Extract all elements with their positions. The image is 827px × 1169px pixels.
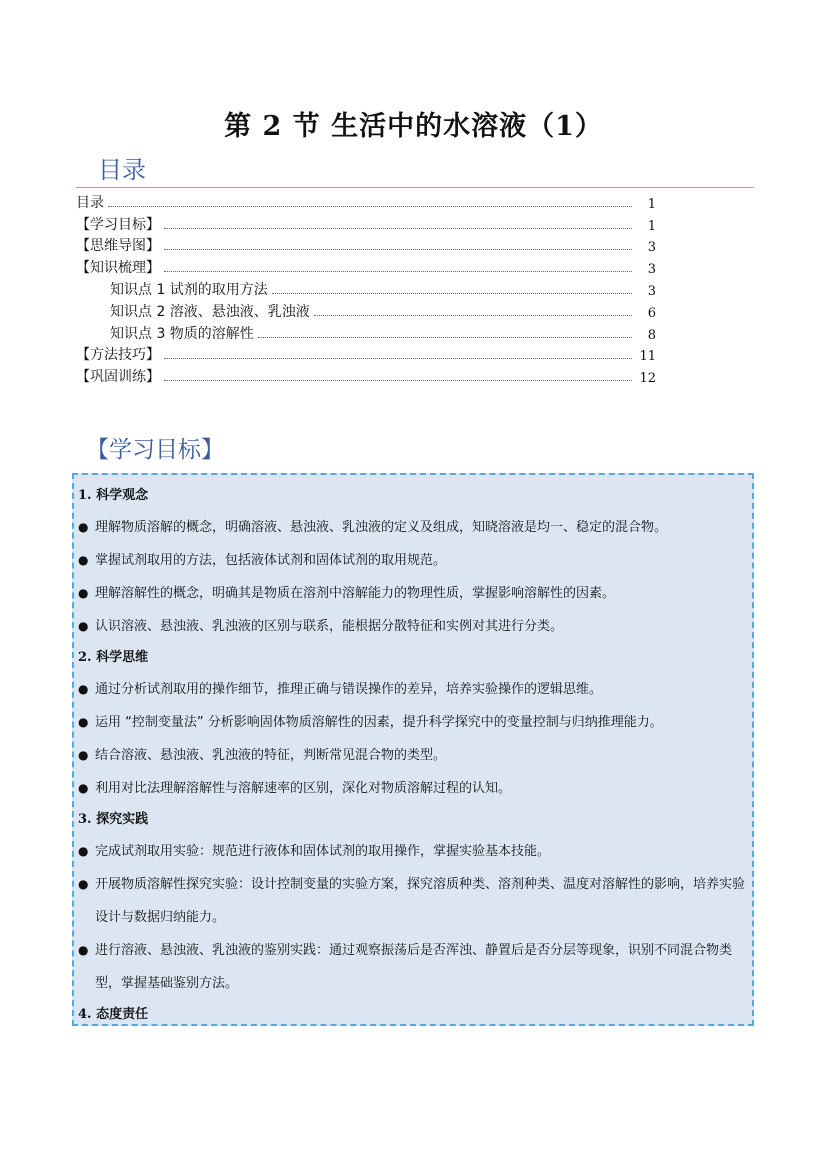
objective-category-title: 4. 态度责任 — [78, 1007, 149, 1022]
toc-entry-page: 11 — [639, 349, 656, 365]
toc-entry-label: 目录 — [76, 194, 104, 211]
bullet-icon: ● — [78, 619, 89, 633]
toc-leader-dots — [314, 315, 632, 316]
toc-entry[interactable] — [76, 364, 656, 386]
bullet-icon: ● — [78, 586, 89, 600]
objective-category-title: 3. 探究实践 — [78, 812, 149, 827]
objective-item — [78, 868, 746, 934]
toc-entry-page: 6 — [647, 305, 656, 321]
toc-leader-dots — [164, 358, 632, 359]
objective-text: 结合溶液、悬浊液、乳浊液的特征，判断常见混合物的类型。 — [95, 748, 447, 763]
objective-item — [78, 706, 746, 739]
toc-leader-dots — [164, 380, 632, 381]
toc-entry-label: 【思维导图】 — [76, 238, 160, 255]
objective-item — [78, 610, 746, 643]
objective-category-title: 1. 科学观念 — [78, 488, 149, 503]
objective-category-title: 2. 科学思维 — [78, 650, 149, 665]
bullet-icon: ● — [78, 520, 89, 534]
bullet-icon: ● — [78, 877, 89, 891]
toc-entry-label: 知识点 3 物质的溶解性 — [110, 325, 254, 342]
objective-text: 认识溶液、悬浊液、乳浊液的区别与联系，能根据分散特征和实例对其进行分类。 — [95, 619, 564, 634]
toc-entry[interactable] — [76, 212, 656, 234]
toc-entry[interactable] — [76, 277, 656, 299]
toc-entry-page: 3 — [647, 240, 656, 256]
objective-text: 理解物质溶解的概念，明确溶液、悬浊液、乳浊液的定义及组成，知晓溶液是均一、稳定的混合物。 — [95, 520, 668, 535]
table-of-contents — [76, 190, 656, 386]
toc-entry[interactable] — [76, 321, 656, 343]
objective-item — [78, 772, 746, 805]
toc-heading: 目录 — [98, 156, 146, 184]
objective-text: 开展物质溶解性探究实验：设计控制变量的实验方案，探究溶质种类、溶剂种类、温度对溶解性的影响，培养实验设计与数据归纳能力。 — [95, 877, 746, 925]
toc-entry[interactable] — [76, 190, 656, 212]
toc-leader-dots — [164, 228, 632, 229]
objective-item — [78, 835, 746, 868]
objective-text: 掌握试剂取用的方法，包括液体试剂和固体试剂的取用规范。 — [95, 553, 447, 568]
bullet-icon: ● — [78, 748, 89, 762]
document-title: 第 2 节 生活中的水溶液（1） — [224, 111, 603, 142]
toc-entry-page: 1 — [647, 218, 656, 234]
toc-leader-dots — [258, 337, 632, 338]
objective-item — [78, 673, 746, 706]
bullet-icon: ● — [78, 781, 89, 795]
toc-entry[interactable] — [76, 343, 656, 365]
objective-text: 进行溶液、悬浊液、乳浊液的鉴别实践：通过观察振荡后是否浑浊、静置后是否分层等现象，识别不同混合物类型，掌握基础鉴别方法。 — [95, 943, 733, 991]
toc-entry-page: 8 — [647, 327, 656, 343]
toc-leader-dots — [108, 206, 632, 207]
objective-item — [78, 511, 746, 544]
objective-text: 通过分析试剂取用的操作细节，推理正确与错误操作的差异，培养实验操作的逻辑思维。 — [95, 682, 603, 697]
toc-leader-dots — [272, 293, 632, 294]
objectives-box — [72, 473, 754, 1026]
section-heading: 【学习目标】 — [86, 437, 224, 463]
toc-leader-dots — [164, 249, 632, 250]
objective-text: 完成试剂取用实验：规范进行液体和固体试剂的取用操作，掌握实验基本技能。 — [95, 844, 551, 859]
toc-entry-label: 知识点 1 试剂的取用方法 — [110, 281, 268, 298]
toc-entry[interactable] — [76, 234, 656, 256]
toc-divider — [76, 187, 754, 188]
toc-entry-label: 【知识梳理】 — [76, 260, 160, 277]
bullet-icon: ● — [78, 553, 89, 567]
toc-entry-label: 【学习目标】 — [76, 216, 160, 233]
objective-text: 运用 “控制变量法” 分析影响固体物质溶解性的因素，提升科学探究中的变量控制与归纳推理能力。 — [95, 715, 663, 730]
toc-entry-label: 【方法技巧】 — [76, 347, 160, 364]
bullet-icon: ● — [78, 715, 89, 729]
toc-entry-page: 12 — [639, 371, 656, 387]
bullet-icon: ● — [78, 682, 89, 696]
bullet-icon: ● — [78, 844, 89, 858]
objective-item — [78, 739, 746, 772]
objective-item — [78, 577, 746, 610]
objective-item — [78, 934, 746, 1000]
toc-entry-label: 知识点 2 溶液、悬浊液、乳浊液 — [110, 303, 310, 320]
toc-entry-label: 【巩固训练】 — [76, 369, 160, 386]
toc-leader-dots — [164, 271, 632, 272]
bullet-icon: ● — [78, 943, 89, 957]
objective-text: 利用对比法理解溶解性与溶解速率的区别，深化对物质溶解过程的认知。 — [95, 781, 512, 796]
toc-entry-page: 3 — [647, 283, 656, 299]
toc-entry-page: 1 — [647, 196, 656, 212]
objective-text: 理解溶解性的概念，明确其是物质在溶剂中溶解能力的物理性质，掌握影响溶解性的因素。 — [95, 586, 616, 601]
toc-entry-page: 3 — [647, 262, 656, 278]
objective-item — [78, 544, 746, 577]
toc-entry[interactable] — [76, 255, 656, 277]
toc-entry[interactable] — [76, 299, 656, 321]
